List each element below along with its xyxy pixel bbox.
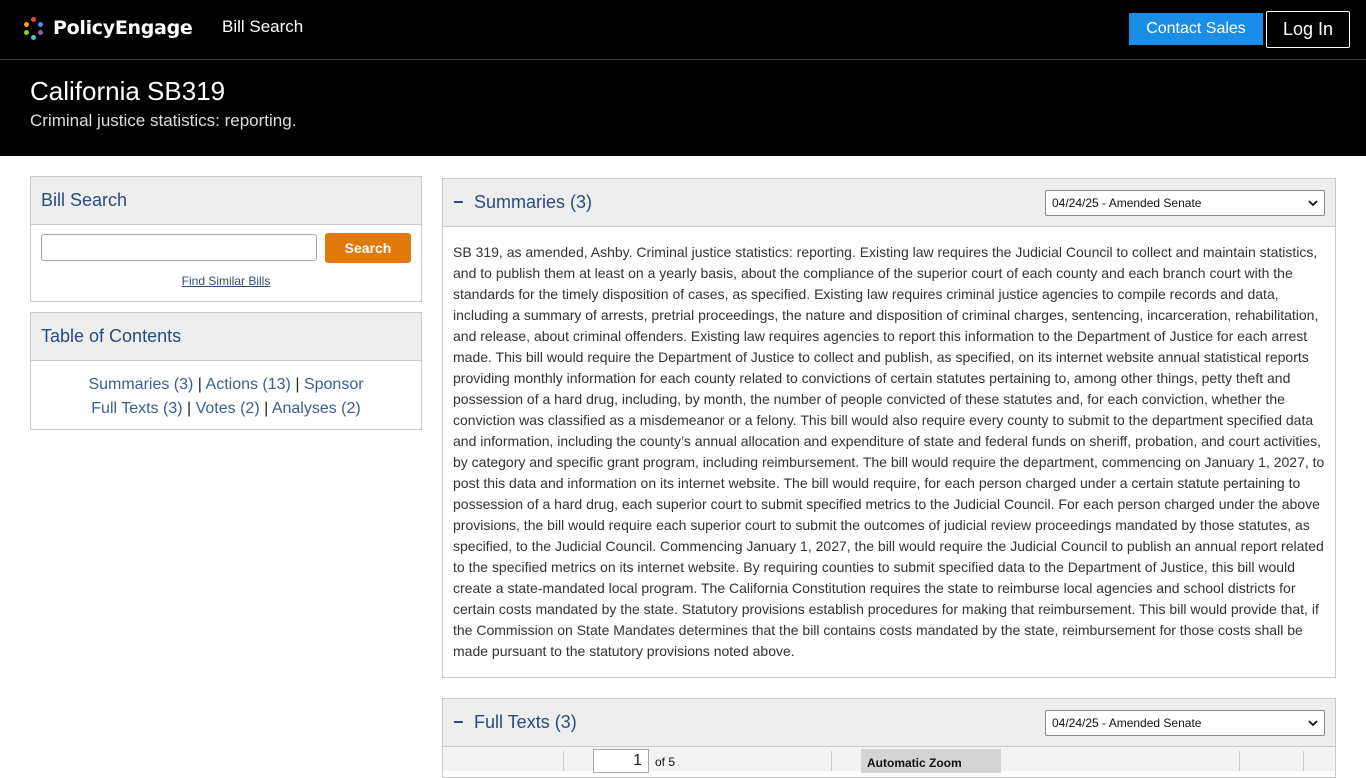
toc-link-analyses[interactable]: Analyses (2) [271,400,361,417]
toc-link-summaries[interactable]: Summaries (3) [88,376,194,393]
bill-search-panel-title: Bill Search [41,190,128,210]
pdf-page-number-input[interactable]: 1 [593,749,649,773]
toolbar-divider [831,751,832,771]
full-texts-version-value: 04/24/25 - Amended Senate [1052,716,1202,730]
bill-search-panel-header [31,177,421,225]
top-navigation-bar [0,0,1366,60]
toc-separator: | [197,376,202,393]
table-of-contents-panel [30,312,422,430]
find-similar-bills-link[interactable]: Find Similar Bills [181,274,271,288]
toc-panel-header [31,313,421,361]
toc-links [31,373,421,421]
toc-link-actions[interactable]: Actions (13) [205,376,291,393]
summaries-version-value: 04/24/25 - Amended Senate [1052,196,1202,210]
summaries-section [442,178,1336,678]
bill-header [0,60,1366,156]
full-texts-header [443,699,1335,747]
contact-sales-button[interactable]: Contact Sales [1129,13,1263,45]
toolbar-divider [1239,751,1240,771]
chevron-down-icon [1308,718,1318,728]
pdf-page-count: of 5 [655,755,676,769]
toc-link-sponsor[interactable]: Sponsor [303,376,364,393]
page-title: California SB319 [30,76,226,106]
pdf-zoom-select[interactable]: Automatic Zoom [861,749,1001,773]
summaries-version-select[interactable] [1045,190,1325,216]
login-button[interactable]: Log In [1266,11,1350,48]
toc-panel-title: Table of Contents [41,326,182,346]
chevron-down-icon [1308,198,1318,208]
toc-link-full-texts[interactable]: Full Texts (3) [91,400,183,417]
toc-separator: | [264,400,269,417]
page-subtitle: Criminal justice statistics: reporting. [30,111,297,130]
full-texts-title[interactable]: Full Texts (3) [474,712,577,732]
toolbar-divider [563,751,564,771]
collapse-summaries-icon[interactable]: − [453,192,464,212]
search-button[interactable]: Search [325,233,411,263]
collapse-full-texts-icon[interactable]: − [453,712,464,732]
summaries-title[interactable]: Summaries (3) [474,192,593,212]
pdf-viewer-toolbar [443,747,1335,771]
summaries-header [443,179,1335,227]
full-texts-section [442,698,1336,778]
logo-dots-icon [22,16,46,40]
bill-search-panel [30,176,422,302]
toc-link-votes[interactable]: Votes (2) [195,400,260,417]
full-texts-version-select[interactable] [1045,710,1325,736]
brand-logo[interactable] [22,14,192,42]
summary-text: SB 319, as amended, Ashby. Criminal justice statistics: reporting. Existing law requires the Judicial Council to collect and maintain statistics, and to publish them at least on a yearly basis, about the compliance of the superior court of each county and each branch court with the standards for the timely disposition of cases, as specified. Existing law requires criminal justice agencies to compile records and data, including a summary of arrests, pretrial proceedings, the nature and disposition of criminal charges, sentencing, incarceration, rehabilitation, and release, about criminal offenders. Existing law requires agencies to report this information to the Department of Justice for each arrest made. This bill would require the Department of Justice to collect and publish, as specified, on its internet website annual statistical reports providing monthly information for each county related to convictions of certain statutes pertaining to, among other things, petty theft and possession of a hard drug, including, by month, the number of people convicted of these statutes and, for each conviction, whether the conviction was classified as a misdemeanor or a felony. This bill would also require every county to submit to the department specified data and information, including the county’s annual allocation and expenditure of state and federal funds on sheriff, probation, and court activities, by category and specific grant program, including reimbursement. The bill would require the department, commencing on January 1, 2027, to post this data and information on its internet website. The bill would require, for each person charged under a certain statute pertaining to possession of a hard drug, each superior court to submit specified metrics to the Judicial Council. For each person charged under the above provisions, the bill would require each superior court to submit the outcomes of judicial review proceedings mandated by those statutes, as specified, to the Judicial Council. Commencing January 1, 2027, the bill would require the Judicial Council to publish an annual report related to the specified metrics on its internet website. By requiring counties to submit specified data to the Department of Justice, this bill would create a state-mandated local program. The California Constitution requires the state to reimburse local agencies and school districts for certain costs mandated by the state. Statutory provisions establish procedures for making that reimbursement. This bill would provide that, if the Commission on State Mandates determines that the bill contains costs mandated by the state, reimbursement for those costs shall be made pursuant to the statutory provisions noted above. [453,244,1325,659]
bill-search-input[interactable] [41,234,317,261]
nav-bill-search-link[interactable]: Bill Search [222,17,304,36]
brand-name: PolicyEngage [53,17,193,39]
toc-separator: | [187,400,192,417]
toc-separator: | [295,376,300,393]
toolbar-divider [1303,751,1304,771]
